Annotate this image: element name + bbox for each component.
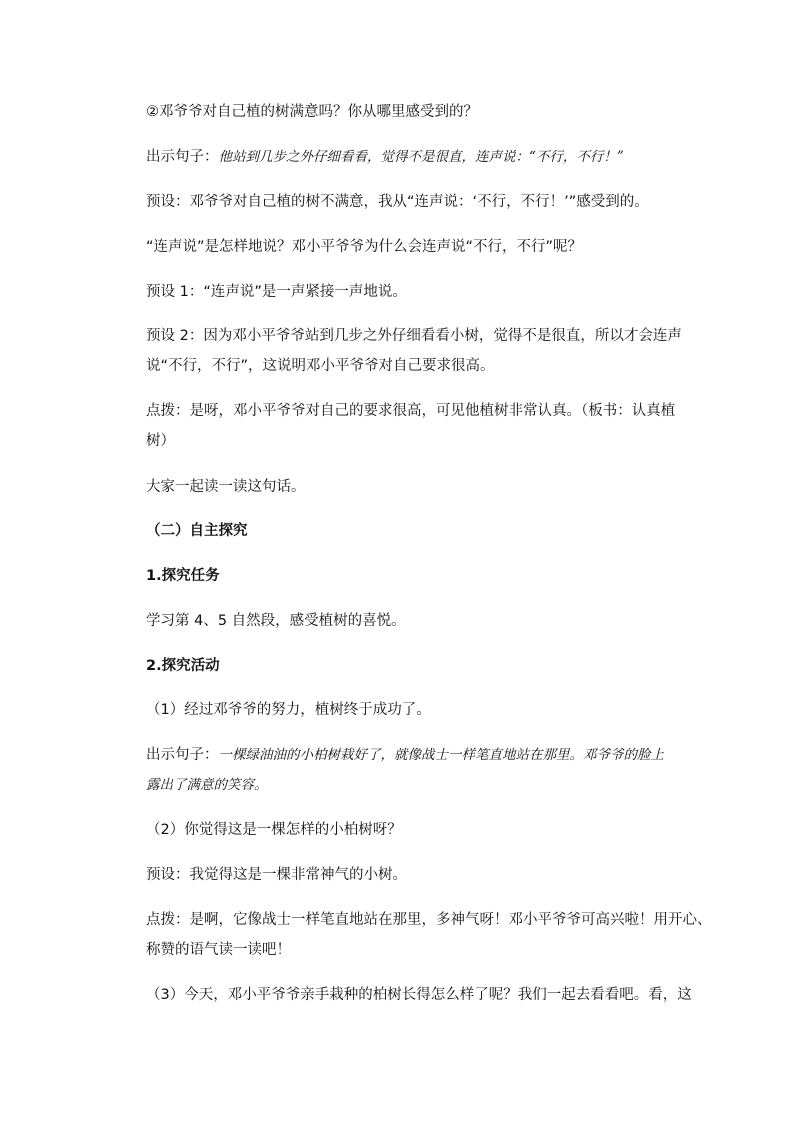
quote-label: 出示句子： [146, 747, 219, 763]
hint-line-cont: 称赞的语气读一读吧！ [146, 942, 291, 958]
preset-line: 预设 2：因为邓小平爷爷站到几步之外仔细看看小树，觉得不是很直，所以才会连声 [146, 328, 682, 344]
subsection-heading: 2.探究活动 [146, 658, 220, 674]
activity-line: （2）你觉得这是一棵怎样的小柏树呀？ [146, 822, 402, 838]
question-line: “连声说”是怎样地说？邓小平爷爷为什么会连声说“不行，不行”呢？ [146, 239, 583, 255]
quote-line [146, 745, 794, 765]
hint-line-cont: 树） [146, 433, 175, 449]
section-heading: （二）自主探究 [146, 523, 248, 539]
instruction-line: 大家一起读一读这句话。 [146, 479, 306, 495]
quote-line [146, 147, 794, 167]
subsection-heading: 1.探究任务 [146, 568, 220, 584]
quote-text: 他站到几步之外仔细看看，觉得不是很直，连声说：“不行，不行！” [218, 149, 624, 165]
quote-text: 一棵绿油油的小柏树栽好了，就像战士一样笔直地站在那里。邓爷爷的脸上 [218, 747, 664, 763]
preset-line: 预设 1：“连声说”是一声紧接一声地说。 [146, 284, 407, 300]
hint-line: 点拨：是啊，它像战士一样笔直地站在那里，多神气呀！邓小平爷爷可高兴啦！用开心、 [146, 912, 712, 928]
hint-line: 点拨：是呀，邓小平爷爷对自己的要求很高，可见他植树非常认真。（板书：认真植 [146, 403, 676, 419]
preset-line: 预设：邓爷爷对自己植的树不满意，我从“连声说：‘不行，不行！’”感受到的。 [146, 194, 649, 210]
question-line: ②邓爷爷对自己植的树满意吗？你从哪里感受到的？ [146, 104, 478, 120]
task-line: 学习第 4、5 自然段，感受植树的喜悦。 [146, 613, 406, 629]
activity-line: （3）今天，邓小平爷爷亲手栽种的柏树长得怎么样了呢？我们一起去看看吧。看，这 [146, 987, 692, 1003]
preset-line-cont: 说“不行，不行”，这说明邓小平爷爷对自己要求很高。 [146, 358, 495, 374]
activity-line: （1）经过邓爷爷的努力，植树终于成功了。 [146, 702, 431, 718]
preset-line: 预设：我觉得这是一棵非常神气的小树。 [146, 867, 407, 883]
quote-text-cont: 露出了满意的笑容。 [146, 777, 268, 793]
quote-label: 出示句子： [146, 149, 219, 165]
quote-line-cont [146, 775, 794, 795]
